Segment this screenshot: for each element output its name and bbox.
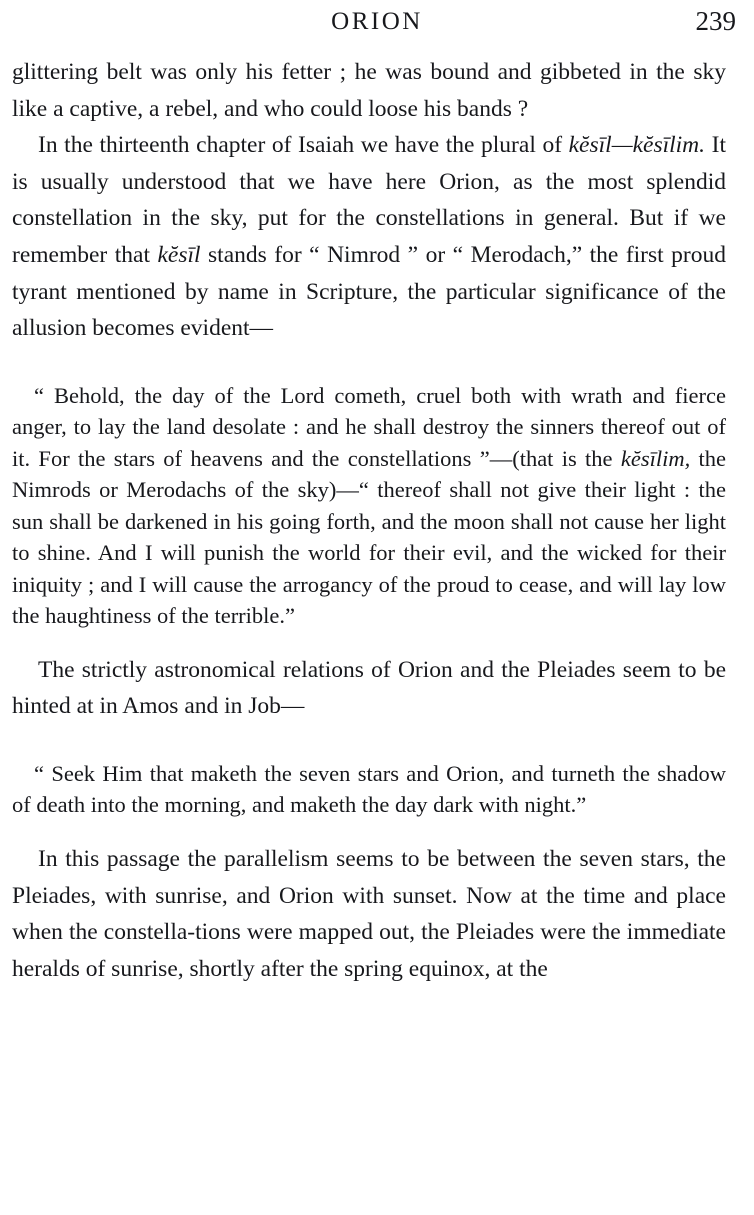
block-quote: “ Seek Him that maketh the seven stars and Orion, and turneth the shadow of death into the morning, and maketh the day dark with night.” xyxy=(12,760,726,818)
spacer xyxy=(12,821,726,841)
running-head xyxy=(12,0,742,54)
page-number: 239 xyxy=(695,6,736,36)
paragraph: In this passage the parallelism seems to be between the seven stars, the Pleiades, with sunrise, and Orion with sunset. Now at the time and place when the constella-tions were mapped out, the Pleiades were the immediate heralds of sunrise, shortly after the spring equinox, at the xyxy=(12,845,726,982)
paragraph: In the thirteenth chapter of Isaiah we have the plural of kĕsīl—kĕsīlim. It is usually understood that we have here Orion, as the most splendid constellation in the sky, put for the constellations in general. But if we remember that kĕsīl stands for “ Nimrod ” or “ Merodach,” the first proud tyrant mentioned by name in Scripture, the particular significance of the allusion becomes evident— xyxy=(12,132,726,342)
paragraph: The strictly astronomical relations of Orion and the Pleiades seem to be hinted at in Amos and in Job— xyxy=(12,656,726,720)
paragraph: glittering belt was only his fetter ; he was bound and gibbeted in the sky like a captive, a rebel, and who could loose his bands ? xyxy=(12,59,726,122)
block-quote: “ Behold, the day of the Lord cometh, cruel both with wrath and fierce anger, to lay the land desolate : and he shall destroy the sinners thereof out of it. For the stars of heavens and the constellations ”—(that is the kĕsīlim, the Nimrods or Merodachs of the sky)—“ thereof shall not give their light : the sun shall be darkened in his going forth, and the moon shall not cause her light to shine. And I will punish the world for their evil, and the wicked for their iniquity ; and I will cause the arrogancy of the proud to cease, and will lay low the haughtiness of the terrible.” xyxy=(12,382,726,629)
body-text-column xyxy=(12,54,726,987)
spacer xyxy=(12,725,726,739)
spacer xyxy=(12,347,726,361)
page-title: ORION xyxy=(331,8,423,35)
spacer xyxy=(12,632,726,652)
